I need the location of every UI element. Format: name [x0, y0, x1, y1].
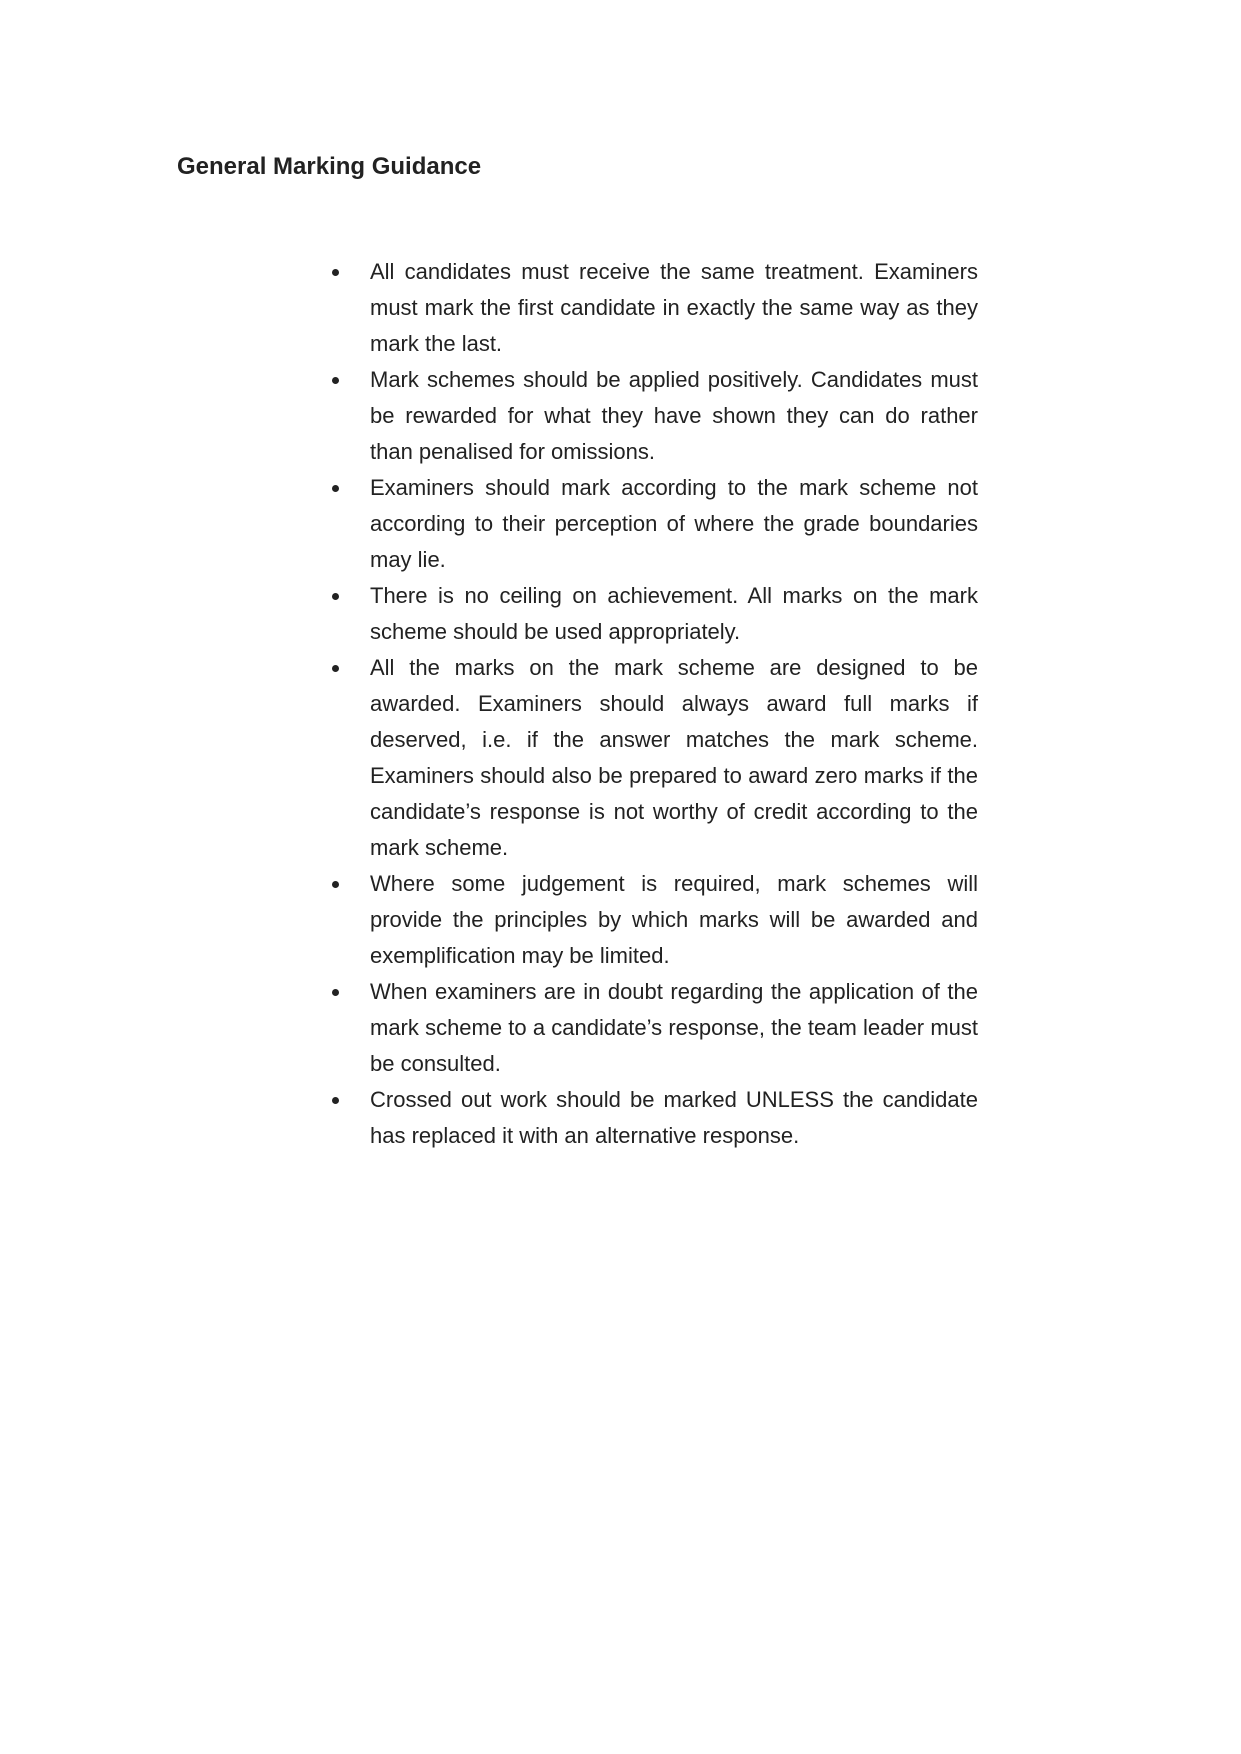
- bullet-icon: [332, 665, 339, 672]
- bullet-icon: [332, 989, 339, 996]
- guidance-item: [332, 362, 978, 470]
- guidance-item-text: Where some judgement is required, mark schemes will provide the principles by which marks will be awarded and exemplification may be limited.: [370, 871, 978, 968]
- guidance-list: [332, 254, 978, 1154]
- guidance-item: [332, 974, 978, 1082]
- bullet-icon: [332, 485, 339, 492]
- bullet-icon: [332, 593, 339, 600]
- guidance-item-text: When examiners are in doubt regarding the application of the mark scheme to a candidate’s response, the team leader must be consulted.: [370, 979, 978, 1076]
- guidance-item-text: Mark schemes should be applied positively. Candidates must be rewarded for what they have shown they can do rather than penalised for omissions.: [370, 367, 978, 464]
- bullet-icon: [332, 269, 339, 276]
- guidance-item: [332, 578, 978, 650]
- guidance-item: [332, 1082, 978, 1154]
- bullet-icon: [332, 881, 339, 888]
- guidance-item-text: Crossed out work should be marked UNLESS the candidate has replaced it with an alternative response.: [370, 1087, 978, 1148]
- guidance-item: [332, 254, 978, 362]
- guidance-item-text: All the marks on the mark scheme are designed to be awarded. Examiners should always award full marks if deserved, i.e. if the answer matches the mark scheme. Examiners should also be prepared to award zero marks if the candidate’s response is not worthy of credit according to the mark scheme.: [370, 655, 978, 860]
- page-heading: General Marking Guidance: [177, 153, 482, 180]
- guidance-item: [332, 650, 978, 866]
- guidance-item-text: There is no ceiling on achievement. All marks on the mark scheme should be used appropriately.: [370, 583, 978, 644]
- guidance-item-text: Examiners should mark according to the mark scheme not according to their perception of where the grade boundaries may lie.: [370, 475, 978, 572]
- guidance-item-text: All candidates must receive the same treatment. Examiners must mark the first candidate in exactly the same way as they mark the last.: [370, 259, 978, 356]
- guidance-item: [332, 866, 978, 974]
- bullet-icon: [332, 1097, 339, 1104]
- guidance-item: [332, 470, 978, 578]
- bullet-icon: [332, 377, 339, 384]
